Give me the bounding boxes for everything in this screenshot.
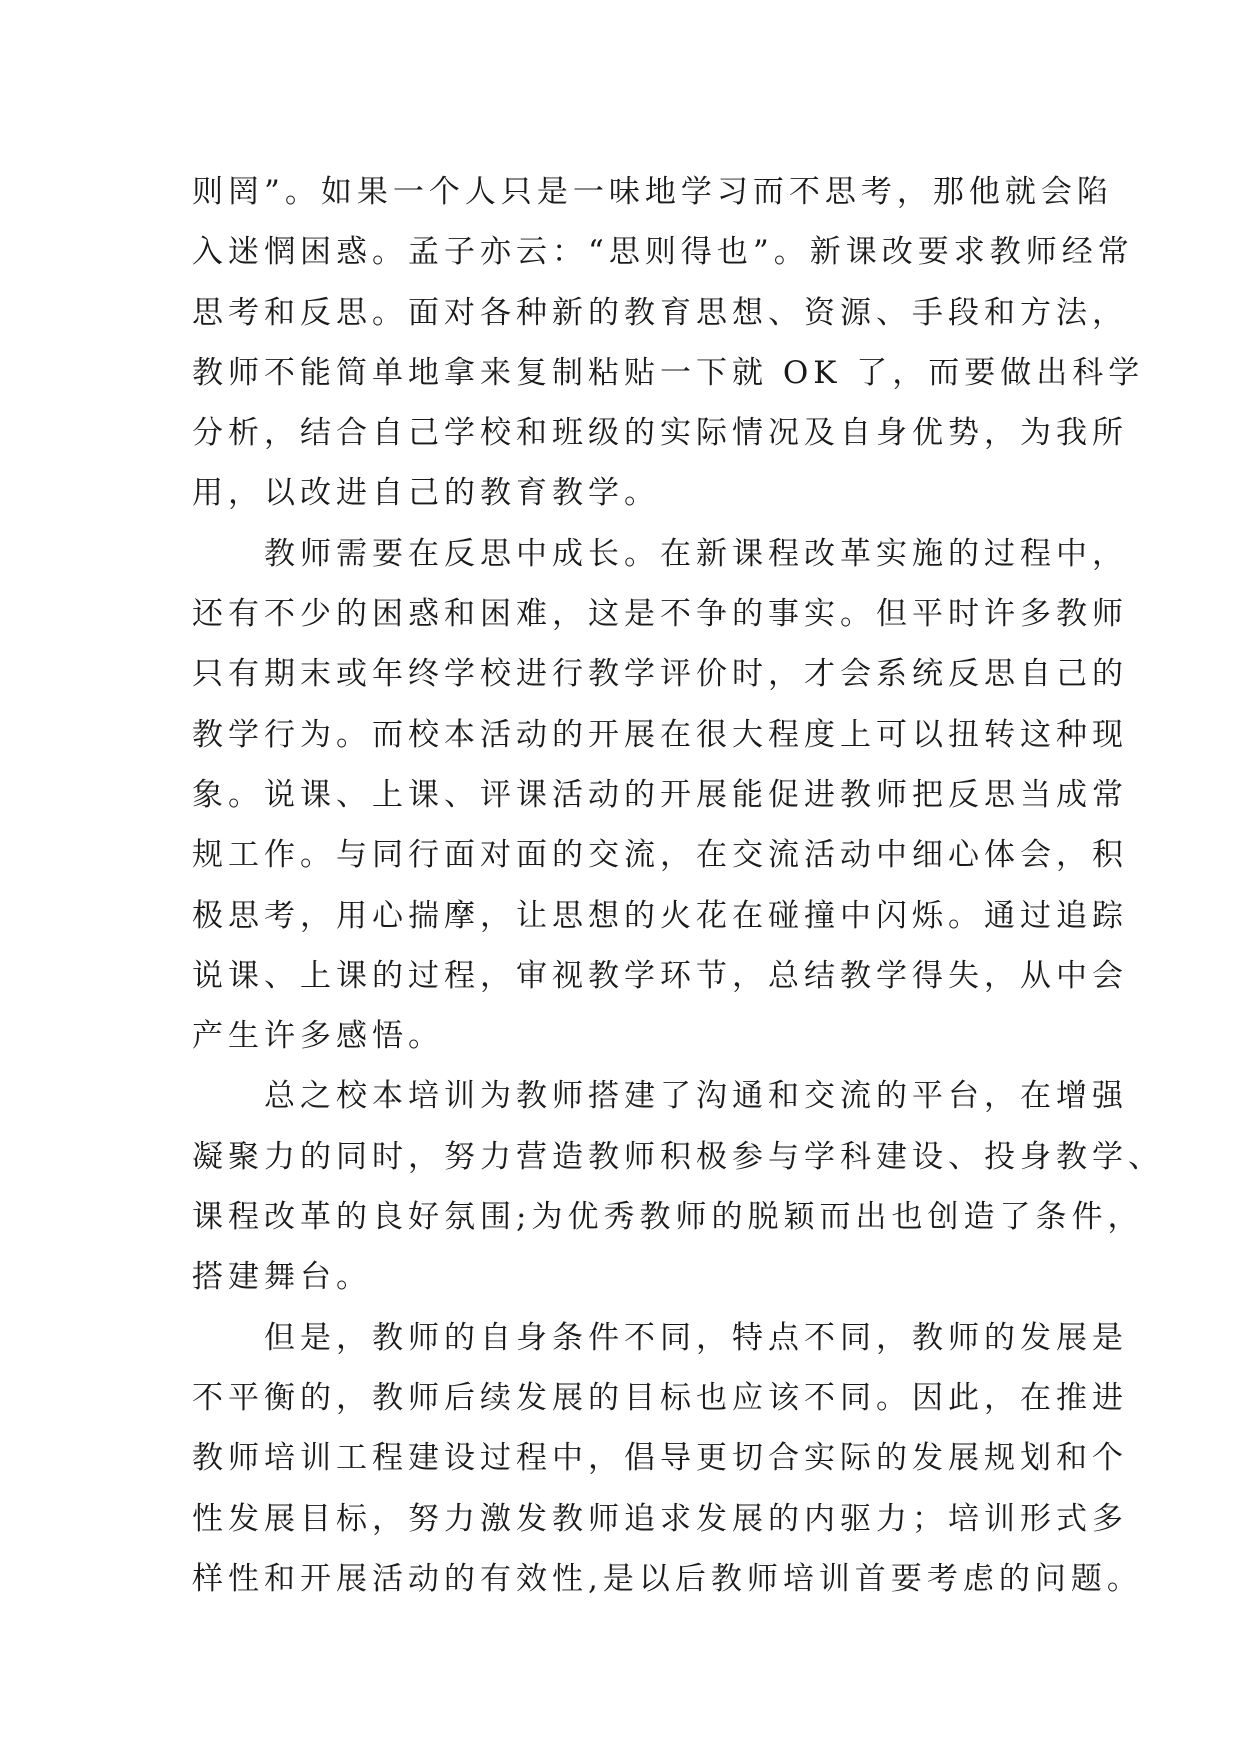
text-line: 教师培训工程建设过程中，倡导更切合实际的发展规划和个 — [192, 1440, 1128, 1477]
text-line: 样性和开展活动的有效性,是以后教师培训首要考虑的问题。 — [192, 1560, 1143, 1597]
text-line: 不平衡的，教师后续发展的目标也应该不同。因此，在推进 — [192, 1379, 1128, 1416]
text-line: 象。说课、上课、评课活动的开展能促进教师把反思当成常 — [192, 776, 1128, 813]
text-line: 教师需要在反思中成长。在新课程改革实施的过程中， — [264, 535, 1128, 572]
text-line: 搭建舞台。 — [192, 1259, 372, 1296]
text-line: 性发展目标，努力激发教师追求发展的内驱力；培训形式多 — [192, 1500, 1128, 1537]
text-line: 只有期末或年终学校进行教学评价时，才会系统反思自己的 — [192, 656, 1128, 693]
text-line: 用，以改进自己的教育教学。 — [192, 475, 660, 512]
text-line: 课程改革的良好氛围;为优秀教师的脱颖而出也创造了条件， — [192, 1199, 1144, 1236]
text-line: 产生许多感悟。 — [192, 1018, 444, 1055]
text-line: 入迷惘困惑。孟子亦云：“思则得也”。新课改要求教师经常 — [192, 234, 1134, 271]
text-line: 教师不能简单地拿来复制粘贴一下就 OK 了，而要做出科学 — [192, 354, 1145, 391]
text-line: 还有不少的困惑和困难，这是不争的事实。但平时许多教师 — [192, 596, 1128, 633]
text-line: 总之校本培训为教师搭建了沟通和交流的平台，在增强 — [264, 1078, 1128, 1115]
text-line: 分析，结合自己学校和班级的实际情况及自身优势，为我所 — [192, 415, 1128, 452]
text-line: 凝聚力的同时，努力营造教师积极参与学科建设、投身教学、 — [192, 1138, 1164, 1175]
text-line: 但是，教师的自身条件不同，特点不同，教师的发展是 — [264, 1319, 1128, 1356]
body-text — [192, 162, 1164, 1609]
text-line: 极思考，用心揣摩，让思想的火花在碰撞中闪烁。通过追踪 — [192, 897, 1128, 934]
text-line: 规工作。与同行面对面的交流，在交流活动中细心体会，积 — [192, 837, 1128, 874]
text-line: 则罔”。如果一个人只是一味地学习而不思考，那他就会陷 — [192, 174, 1113, 210]
text-line: 教学行为。而校本活动的开展在很大程度上可以扭转这种现 — [192, 716, 1128, 753]
text-line: 说课、上课的过程，审视教学环节，总结教学得失，从中会 — [192, 957, 1128, 994]
text-line: 思考和反思。面对各种新的教育思想、资源、手段和方法， — [192, 294, 1128, 331]
